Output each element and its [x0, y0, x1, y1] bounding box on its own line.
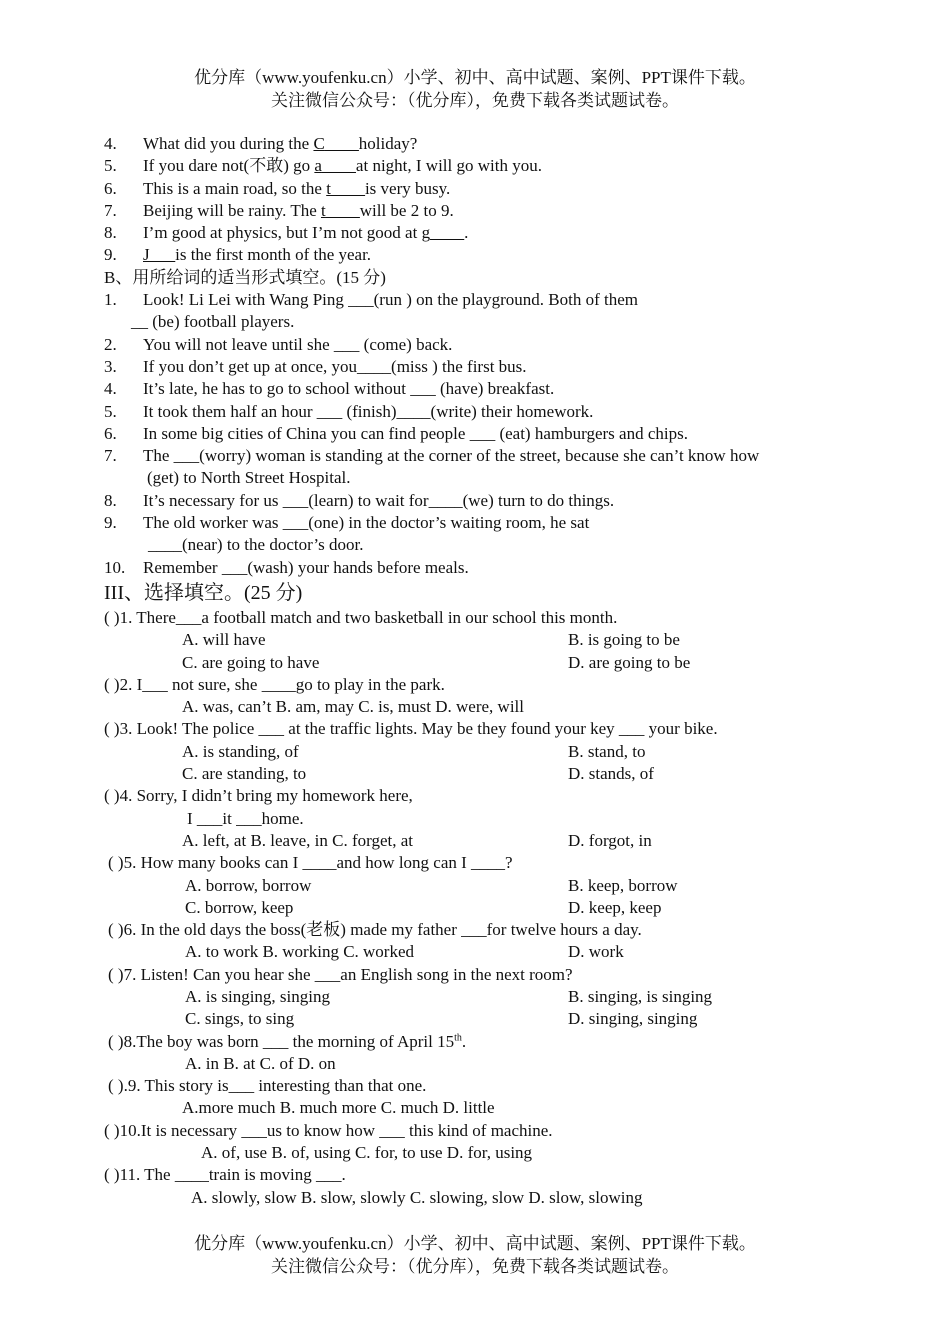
question-stem: ( )2. I___ not sure, she ____go to play in the park. [104, 674, 445, 694]
part-b-item-2: 2. You will not leave until she ___ (come) back. [104, 334, 453, 354]
question-stem: ( )7. Listen! Can you hear she ___an English song in the next room? [108, 964, 573, 984]
part-b-item-9-cont: ____(near) to the doctor’s door. [148, 535, 364, 555]
option-c: C. are standing, to [182, 764, 307, 784]
option-b: B. stand, to [568, 741, 646, 761]
question-stem: ( )8.The boy was born ___ the morning of April 15th. [108, 1031, 467, 1051]
question-stem: ( )3. Look! The police ___ at the traffic lights. May be they found your key ___ your bike. [104, 719, 718, 739]
part-b-item-1: 1. Look! Li Lei with Wang Ping ___(run ) on the playground. Both of them [104, 290, 639, 310]
question-stem: ( )11. The ____train is moving ___. [104, 1165, 346, 1185]
page-header [0, 66, 950, 112]
option-d: D. are going to be [568, 652, 691, 672]
mc-question-1 [104, 607, 864, 674]
option-c: C. sings, to sing [185, 1009, 295, 1029]
mc-question-9 [104, 1075, 864, 1120]
part-b-list [104, 289, 864, 579]
option-c: C. borrow, keep [185, 897, 294, 917]
part-b-item-3: 3. If you don’t get up at once, you____(miss ) the first bus. [104, 356, 527, 376]
option-d: D. forgot, in [568, 830, 652, 850]
part-b-item-7: 7. The ___(worry) woman is standing at the corner of the street, because she can’t know how [104, 446, 760, 466]
part-b-item-7-cont: (get) to North Street Hospital. [147, 468, 351, 488]
question-stem: ( )5. How many books can I ____and how long can I ____? [108, 853, 513, 873]
part-a-item-6: 6. This is a main road, so the t____is very busy. [104, 178, 451, 198]
part-b-item-1-cont: __ (be) football players. [131, 312, 295, 332]
part-a-item-7: 7. Beijing will be rainy. The t____will be 2 to 9. [104, 200, 454, 220]
option-b: B. singing, is singing [568, 986, 713, 1006]
part-b-item-8: 8. It’s necessary for us ___(learn) to wait for____(we) turn to do things. [104, 490, 615, 510]
part-b-title: B、用所给词的适当形式填空。(15 分) [104, 267, 386, 287]
options: A. in B. at C. of D. on [185, 1053, 336, 1073]
mc-question-4 [104, 785, 864, 852]
mc-question-8 [104, 1031, 864, 1076]
page-footer [0, 1232, 950, 1278]
option-d: D. keep, keep [568, 897, 662, 917]
options-abc: A. to work B. working C. worked [185, 942, 415, 962]
options: A. of, use B. of, using C. for, to use D. for, using [201, 1143, 533, 1163]
option-d: D. singing, singing [568, 1009, 698, 1029]
header-line-1: 优分库（www.youfenku.cn）小学、初中、高中试题、案例、PPT课件下载。 [194, 68, 756, 87]
mc-question-10 [104, 1120, 864, 1165]
question-stem: ( ).9. This story is___ interesting than that one. [108, 1076, 427, 1096]
options: A. slowly, slow B. slow, slowly C. slowing, slow D. slow, slowing [191, 1187, 643, 1207]
option-a: A. is standing, of [182, 741, 299, 761]
option-b: B. is going to be [568, 630, 680, 650]
option-d: D. work [568, 942, 624, 962]
part-b-item-9: 9. The old worker was ___(one) in the doctor’s waiting room, he sat [104, 513, 590, 533]
option-b: B. keep, borrow [568, 875, 678, 895]
mc-question-2 [104, 674, 864, 719]
options-abc: A. left, at B. leave, in C. forget, at [182, 830, 414, 850]
part-a-list [104, 133, 864, 267]
options: A.more much B. much more C. much D. little [182, 1098, 495, 1118]
header-line-2: 关注微信公众号：（优分库），免费下载各类试题试卷。 [271, 91, 679, 110]
question-stem: ( )4. Sorry, I didn’t bring my homework here, [104, 786, 413, 806]
question-stem: ( )6. In the old days the boss(老板) made my father ___for twelve hours a day. [108, 920, 642, 940]
part-b-item-6: 6. In some big cities of China you can find people ___ (eat) hamburgers and chips. [104, 423, 688, 443]
part-iii-title: III、选择填空。(25 分) [104, 581, 303, 604]
options: A. was, can’t B. am, may C. is, must D. were, will [182, 697, 525, 717]
part-b-item-10: 10. Remember ___(wash) your hands before meals. [104, 557, 469, 577]
part-a-item-4: 4. What did you during the C____holiday? [104, 134, 418, 153]
option-a: A. is singing, singing [185, 986, 330, 1006]
ordinal-suffix: th [454, 1031, 462, 1043]
question-stem-cont: I ___it ___home. [187, 808, 304, 828]
worksheet-content [104, 133, 864, 1209]
option-d: D. stands, of [568, 764, 654, 784]
mc-question-7 [104, 964, 864, 1031]
option-a: A. borrow, borrow [185, 875, 312, 895]
footer-line-1: 优分库（www.youfenku.cn）小学、初中、高中试题、案例、PPT课件下载。 [194, 1234, 756, 1253]
mc-question-3 [104, 718, 864, 785]
mc-question-11 [104, 1164, 864, 1209]
option-a: A. will have [182, 630, 266, 650]
part-a-item-9: 9. J___is the first month of the year. [104, 245, 372, 265]
option-c: C. are going to have [182, 652, 320, 672]
footer-line-2: 关注微信公众号：（优分库），免费下载各类试题试卷。 [271, 1257, 679, 1276]
part-b-item-4: 4. It’s late, he has to go to school without ___ (have) breakfast. [104, 379, 555, 399]
question-stem: ( )1. There___a football match and two basketball in our school this month. [104, 607, 618, 627]
question-stem: ( )10.It is necessary ___us to know how ___ this kind of machine. [104, 1120, 553, 1140]
part-a-item-8: 8. I’m good at physics, but I’m not good at g____. [104, 223, 469, 243]
mc-question-6 [104, 919, 864, 964]
part-b-item-5: 5. It took them half an hour ___ (finish)____(write) their homework. [104, 401, 594, 421]
part-a-item-5: 5. If you dare not(不敢) go a____at night, I will go with you. [104, 156, 542, 176]
mc-question-5 [104, 852, 864, 919]
